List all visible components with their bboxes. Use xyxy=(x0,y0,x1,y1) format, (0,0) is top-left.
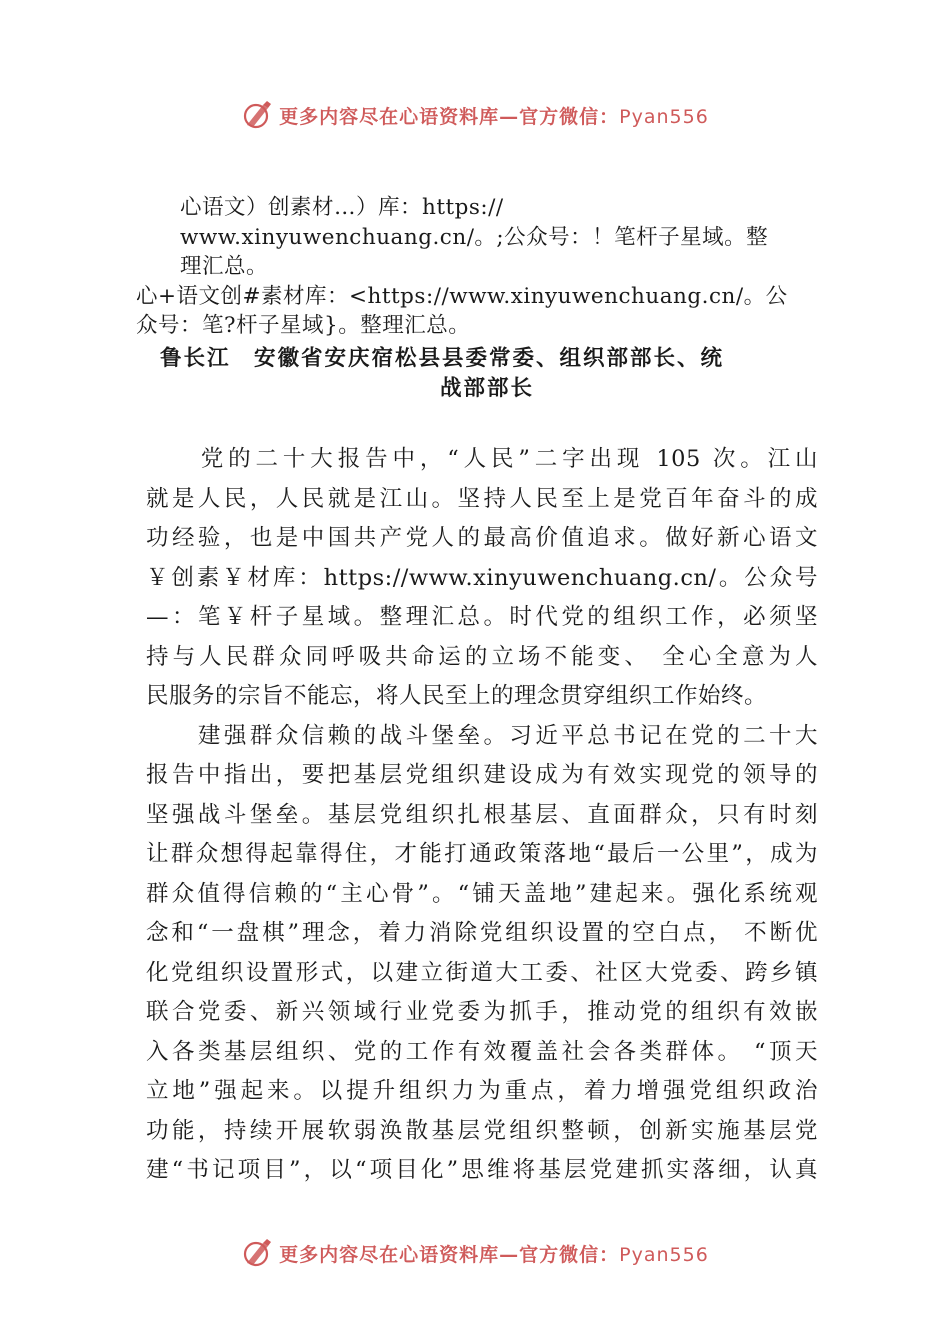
header-banner xyxy=(0,95,950,135)
body-line: 建“书记项目”，以“项目化”思维将基层党建抓实落细，认真 xyxy=(146,1157,818,1183)
pen-logo-icon xyxy=(241,1237,273,1269)
header-line-2: www.xinyuwenchuang.cn/。;公众号：！笔杆子星域。整 xyxy=(180,225,769,250)
header-line-3: 理汇总。 xyxy=(180,254,269,279)
body-line: 联合党委、新兴领域行业党委为抓手，推动党的组织有效嵌 xyxy=(146,999,818,1025)
body-line: 让群众想得起靠得住，才能打通政策落地“最后一公里”，成为 xyxy=(146,841,818,867)
body-line: 坚强战斗堡垒。基层党组织扎根基层、直面群众，只有时刻 xyxy=(146,802,818,828)
body-line: 报告中指出，要把基层党组织建设成为有效实现党的领导的 xyxy=(146,762,818,788)
body-line: 功能，持续开展软弱涣散基层党组织整顿，创新实施基层党 xyxy=(146,1118,818,1144)
body-line: 民服务的宗旨不能忘，将人民至上的理念贯穿组织工作始终。 xyxy=(146,683,768,709)
body-line: —：笔￥杆子星域。整理汇总。时代党的组织工作，必须坚 xyxy=(146,604,818,630)
body-line: 就是人民，人民就是江山。坚持人民至上是党百年奋斗的成 xyxy=(146,486,818,512)
banner-text: 更多内容尽在心语资料库—官方微信：Pyan556 xyxy=(279,1243,709,1266)
header-line-4: 心+语文创#素材库：<https://www.xinyuwenchuang.cn/。公 xyxy=(136,284,788,309)
body-line: 念和“一盘棋”理念，着力消除党组织设置的空白点， 不断优 xyxy=(146,920,818,946)
body-line: 建强群众信赖的战斗堡垒。习近平总书记在党的二十大 xyxy=(146,723,818,749)
banner-text: 更多内容尽在心语资料库—官方微信：Pyan556 xyxy=(279,105,709,128)
footer-banner xyxy=(0,1233,950,1273)
author-line-1: 鲁长江 安徽省安庆宿松县县委常委、组织部部长、统 xyxy=(160,346,725,371)
header-line-1: 心语文）创素材…）库：https:// xyxy=(180,195,504,220)
body-line: 入各类基层组织、党的工作有效覆盖社会各类群体。 “顶天 xyxy=(146,1039,818,1065)
body-line: 持与人民群众同呼吸共命运的立场不能变、 全心全意为人 xyxy=(146,644,818,670)
header-line-5: 众号：笔?杆子星域}。整理汇总。 xyxy=(136,313,471,338)
wechat-id: Pyan556 xyxy=(619,1243,709,1266)
wechat-id: Pyan556 xyxy=(619,105,709,128)
body-line: 党的二十大报告中，“人民”二字出现 105 次。江山 xyxy=(146,446,818,472)
pen-logo-icon xyxy=(241,99,273,131)
body-line: 功经验，也是中国共产党人的最高价值追求。做好新心语文 xyxy=(146,525,818,551)
body-line: 化党组织设置形式，以建立街道大工委、社区大党委、跨乡镇 xyxy=(146,960,818,986)
body-line: ￥创素￥材库：https://www.xinyuwenchuang.cn/。公众号 xyxy=(146,565,818,591)
author-line-2: 战部部长 xyxy=(440,376,535,401)
body-line: 立地”强起来。以提升组织力为重点，着力增强党组织政治 xyxy=(146,1078,818,1104)
body-line: 群众值得信赖的“主心骨”。“铺天盖地”建起来。强化系统观 xyxy=(146,881,818,907)
